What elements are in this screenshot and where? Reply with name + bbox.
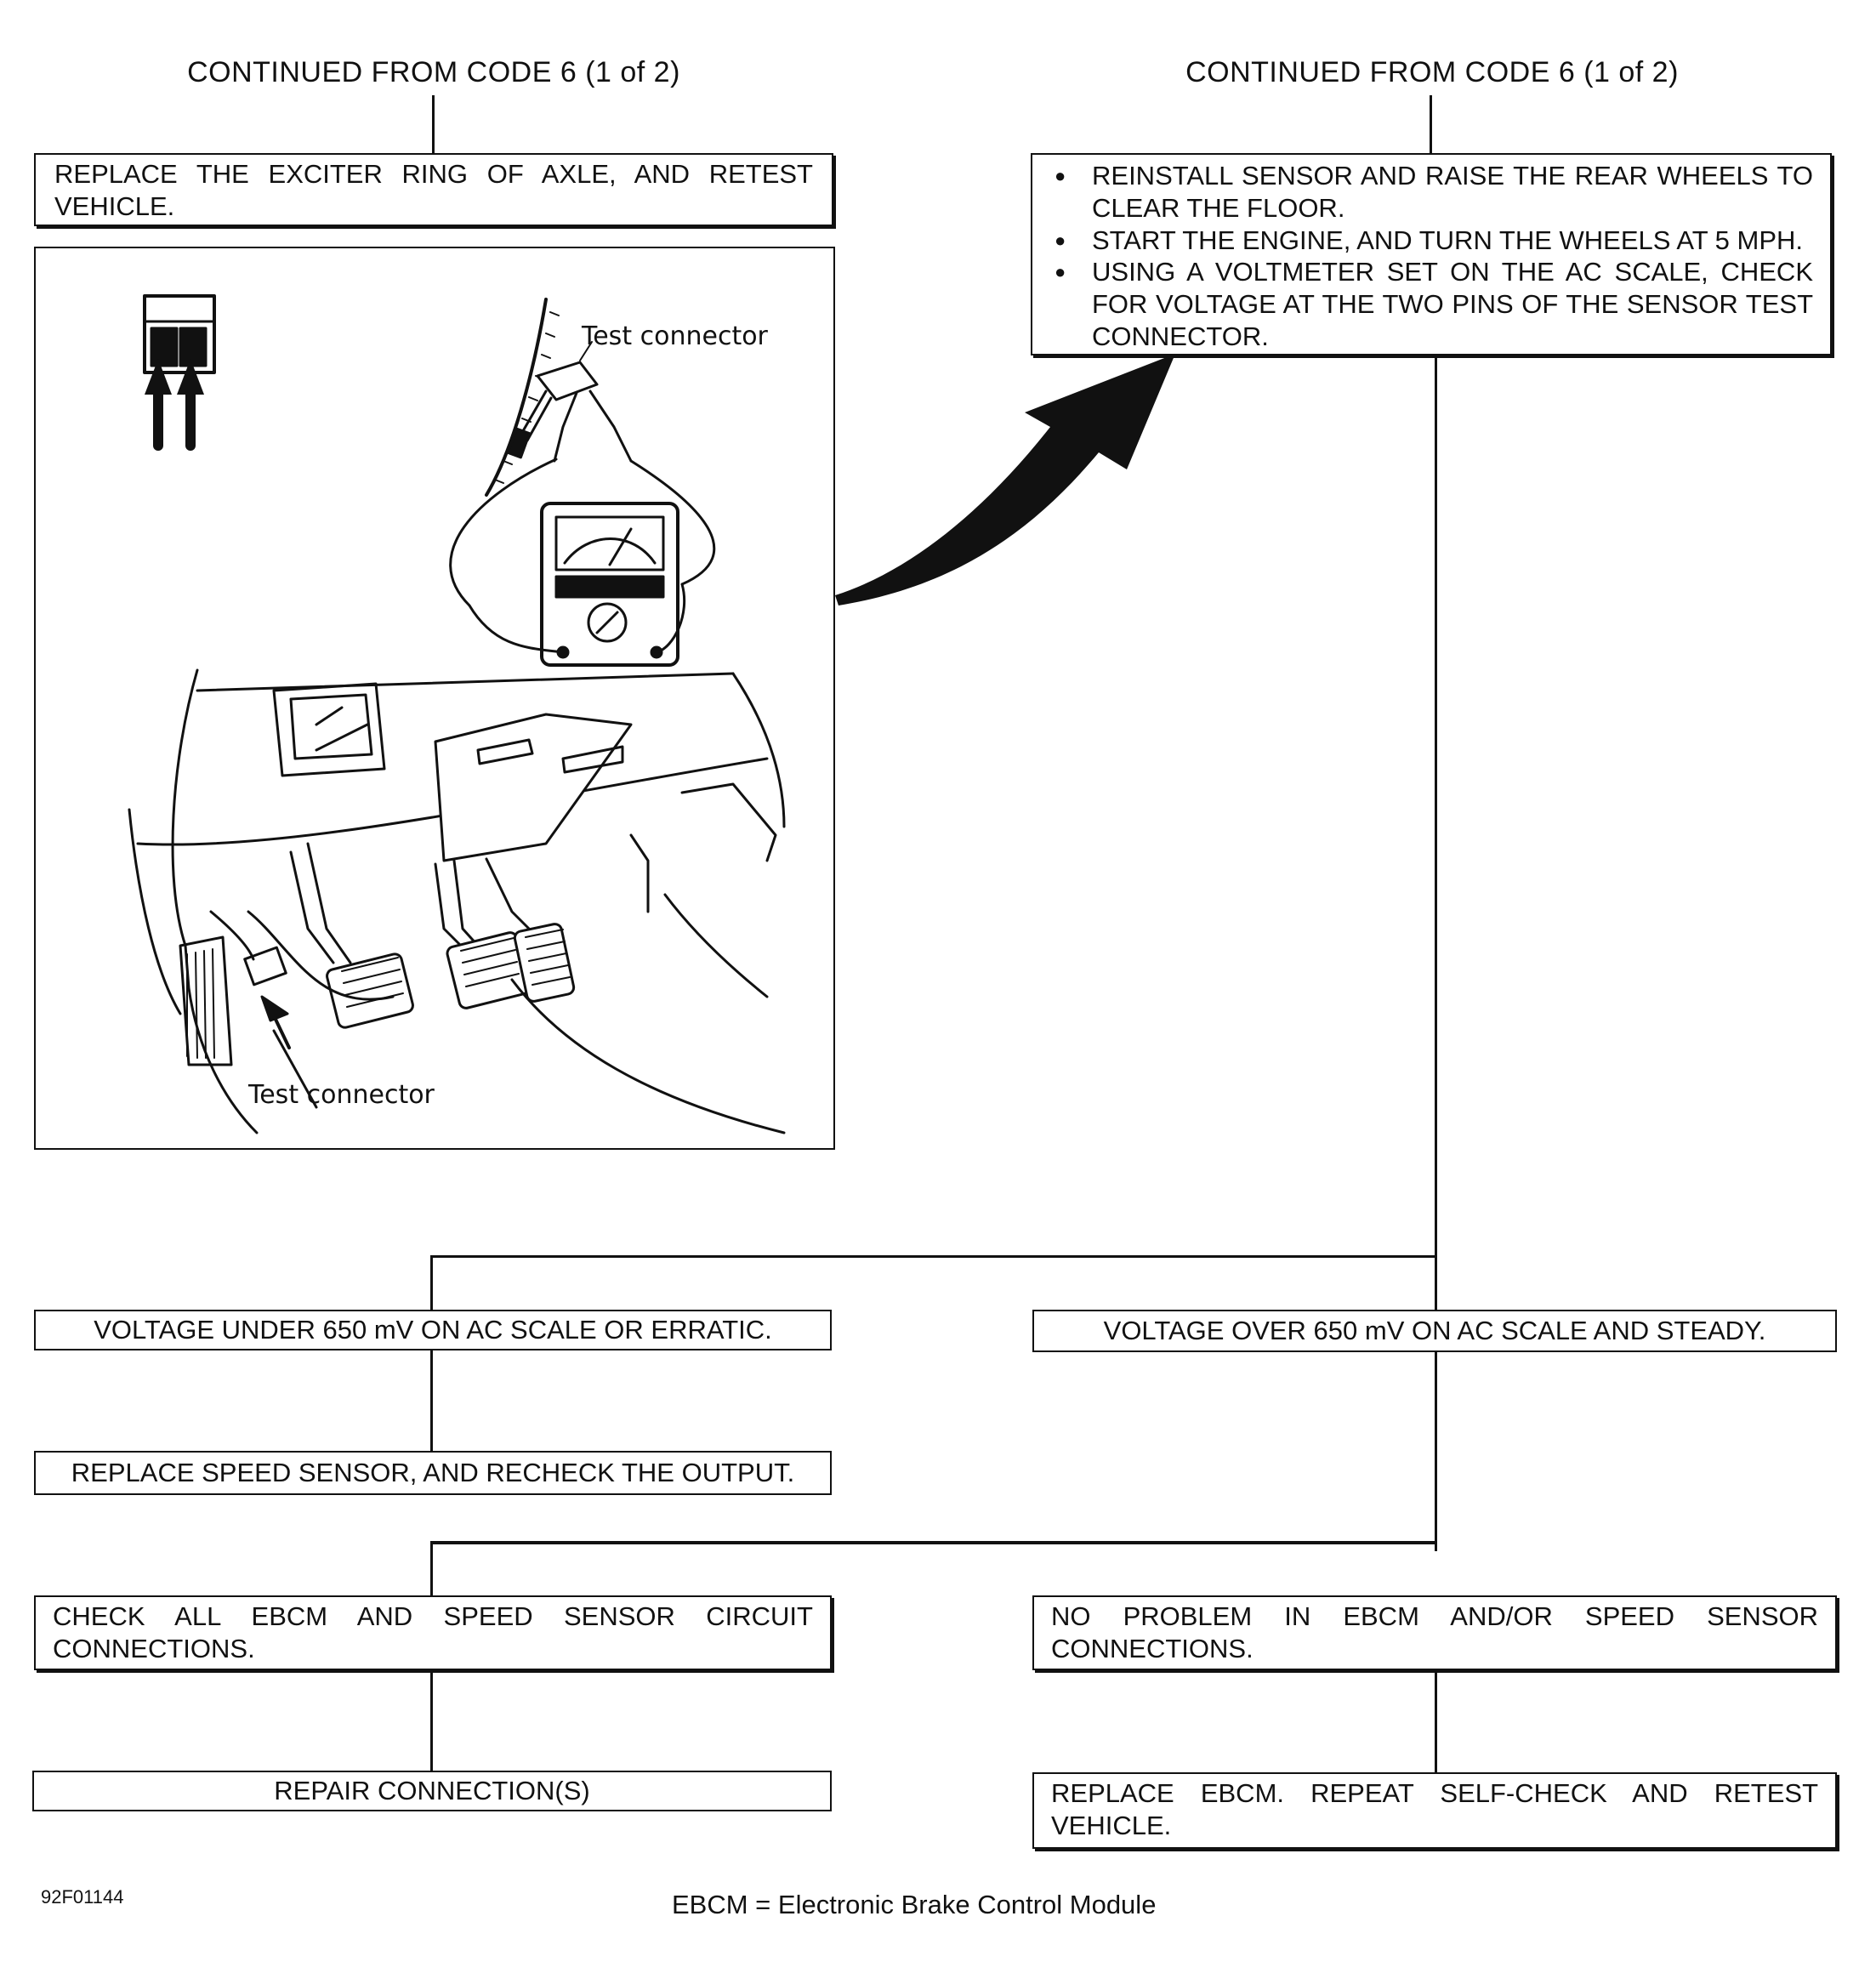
connector-line bbox=[430, 1255, 433, 1310]
pin-1-label bbox=[156, 323, 157, 324]
flow-arrow bbox=[833, 349, 1191, 612]
connector-line bbox=[430, 1255, 1437, 1258]
figure-code: 92F01144 bbox=[41, 1886, 124, 1908]
connector-line bbox=[430, 1541, 1437, 1544]
connector-line bbox=[1430, 95, 1432, 153]
reinstall-steps-list bbox=[1049, 160, 1813, 353]
pin-2-label bbox=[185, 323, 186, 324]
connector-line bbox=[430, 1541, 433, 1595]
step-reinstall-sensor bbox=[1031, 153, 1832, 355]
step-no-problem: NO PROBLEM IN EBCM AND/OR SPEED SENSOR CONNECTIONS. bbox=[1032, 1595, 1837, 1670]
header-right: CONTINUED FROM CODE 6 (1 of 2) bbox=[1185, 56, 1679, 88]
step-voltage-under: VOLTAGE UNDER 650 mV ON AC SCALE OR ERRATIC. bbox=[34, 1310, 832, 1350]
list-item: ● USING A VOLTMETER SET ON THE AC SCALE, CHECK FOR VOLTAGE AT THE TWO PINS OF THE SENSOR TEST CONNECTOR. bbox=[1049, 256, 1813, 352]
step-voltage-over: VOLTAGE OVER 650 mV ON AC SCALE AND STEADY. bbox=[1032, 1310, 1837, 1352]
list-item: ● REINSTALL SENSOR AND RAISE THE REAR WHEELS TO CLEAR THE FLOOR. bbox=[1049, 160, 1813, 225]
test-connector-label-bottom: Test connector bbox=[248, 1080, 435, 1110]
list-item: ● START THE ENGINE, AND TURN THE WHEELS AT 5 MPH. bbox=[1049, 225, 1813, 257]
illustration-drawing bbox=[36, 248, 833, 1148]
step-replace-exciter: REPLACE THE EXCITER RING OF AXLE, AND RETEST VEHICLE. bbox=[34, 153, 833, 226]
step-replace-ebcm: REPLACE EBCM. REPEAT SELF-CHECK AND RETEST VEHICLE. bbox=[1032, 1772, 1837, 1849]
connector-line bbox=[432, 95, 435, 153]
step-repair-connections: REPAIR CONNECTION(S) bbox=[32, 1771, 832, 1811]
ebcm-legend: EBCM = Electronic Brake Control Module bbox=[672, 1890, 1157, 1919]
connector-line bbox=[430, 1669, 433, 1771]
test-connector-illustration bbox=[34, 247, 835, 1150]
connector-line bbox=[1435, 354, 1437, 1551]
connector-line bbox=[430, 1348, 433, 1452]
header-left: CONTINUED FROM CODE 6 (1 of 2) bbox=[187, 56, 680, 88]
step-check-connections: CHECK ALL EBCM AND SPEED SENSOR CIRCUIT CONNECTIONS. bbox=[34, 1595, 832, 1670]
test-connector-label-top: Test connector bbox=[582, 321, 768, 351]
connector-line bbox=[1435, 1669, 1437, 1772]
step-replace-sensor: REPLACE SPEED SENSOR, AND RECHECK THE OUTPUT. bbox=[34, 1451, 832, 1495]
